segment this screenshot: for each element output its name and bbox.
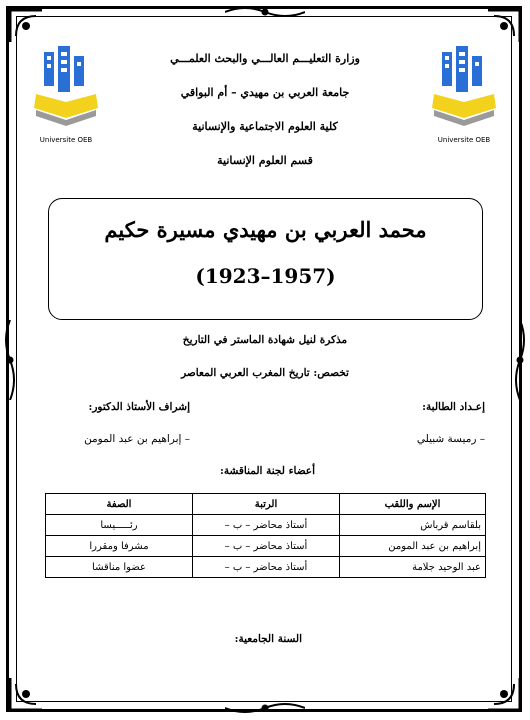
corner-ornament-bottom-left (6, 674, 46, 714)
table-row (46, 536, 486, 557)
header-role: الصفة (46, 494, 193, 515)
bottom-center-ornament (225, 700, 305, 716)
ministry-line: وزارة التعليـــم العالـــي والبحث العلمـــي (170, 52, 360, 65)
logo-tower-right (472, 56, 482, 86)
jury-table (45, 493, 486, 578)
corner-ornament-top-right (484, 6, 524, 46)
jury-member-role: مشرفا ومقررا (46, 536, 193, 557)
header-name: الإسم واللقب (340, 494, 486, 515)
top-center-ornament (225, 4, 305, 20)
left-side-ornament (2, 320, 18, 400)
jury-member-name: عبد الوحيد جلامة (340, 557, 486, 578)
university-line: جامعة العربي بن مهيدي – أم البواقي (180, 86, 350, 99)
jury-member-name: بلقاسم قرباش (340, 515, 486, 536)
jury-member-name: إبراهيم بن عبد المومن (340, 536, 486, 557)
academic-year-label: السنة الجامعية: (234, 633, 302, 645)
jury-member-role: عضوا مناقشا (46, 557, 193, 578)
memoir-degree-line: مذكرة لنيل شهادة الماستر في التاريخ (182, 334, 348, 346)
jury-label: أعضاء لجنة المناقشة: (220, 465, 315, 477)
logo-caption-right: Universite OEB (437, 136, 491, 144)
memoir-title: محمد العربي بن مهيدي مسيرة حكيم (104, 217, 427, 242)
corner-ornament-bottom-right (484, 674, 524, 714)
department-line: قسم العلوم الإنسانية (217, 154, 313, 167)
table-row (46, 557, 486, 578)
jury-member-rank: أستاذ محاضر – ب – (193, 515, 340, 536)
title-years: (1957–1923) (195, 264, 336, 288)
supervisor-label: إشراف الأستاذ الدكتور: (88, 401, 190, 413)
header-rank: الرتبة (193, 494, 340, 515)
student-label: إعـداد الطالبة: (422, 401, 485, 413)
supervisor-name: – إبراهيم بن عبد المومن (84, 433, 190, 445)
university-logo-left (30, 46, 102, 150)
faculty-line: كلية العلوم الاجتماعية والإنسانية (192, 120, 338, 133)
jury-header-row (46, 494, 486, 515)
jury-member-rank: أستاذ محاضر – ب – (193, 557, 340, 578)
corner-ornament-top-left (6, 6, 46, 46)
jury-member-role: رئـــــيسا (46, 515, 193, 536)
specialty-line: تخصص: تاريخ المغرب العربي المعاصر (181, 367, 349, 379)
student-name: – رميسة شبيلي (416, 433, 485, 445)
jury-member-rank: أستاذ محاضر – ب – (193, 536, 340, 557)
logo-tower-right (74, 56, 84, 86)
logo-caption-left: Universite OEB (39, 136, 93, 144)
table-row (46, 515, 486, 536)
university-logo-right (428, 46, 500, 150)
right-side-ornament (512, 320, 528, 400)
